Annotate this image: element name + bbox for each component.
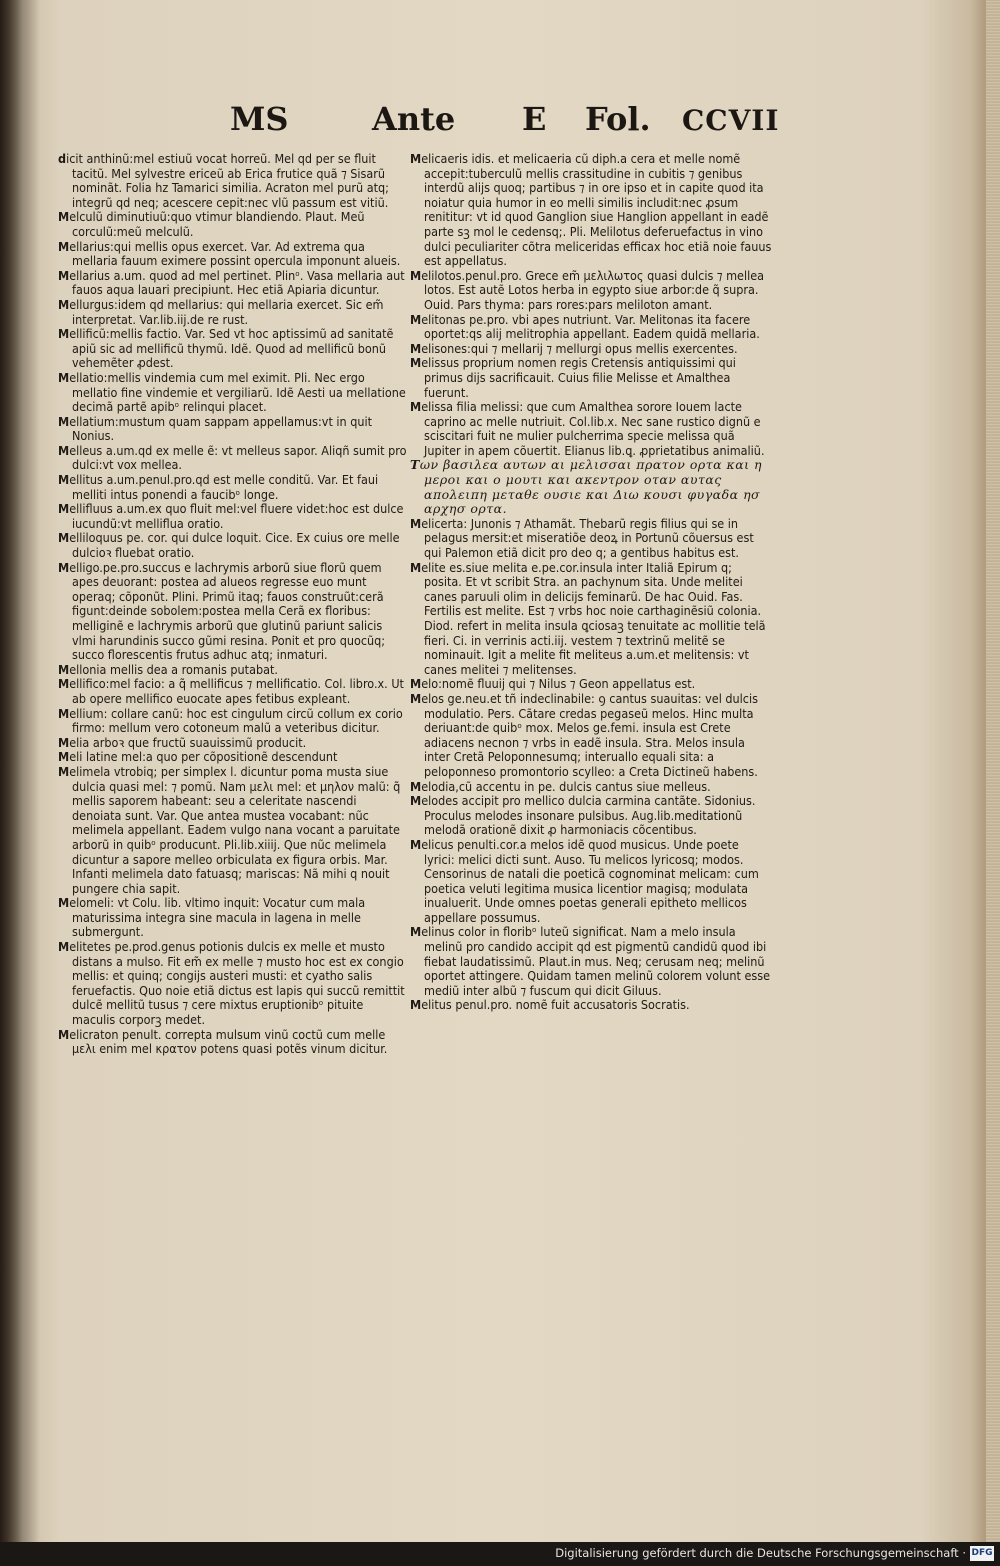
dictionary-entry: Mellatium:mustum quam sappam appellamus:vt in quit Nonius. [58,413,373,444]
dictionary-entry: Mellarius a.um. quod ad mel pertinet. Plinᵒ. Vasa mellaria aut fauos aqua lauari precipiunt. Hec etiã Apiaria dicuntur. [58,267,405,298]
folio-number: CCVII [682,104,780,137]
dictionary-entry: Melissa filia melissi: que cum Amalthea sorore Iouem lacte caprino ac melle nutriuit. Col.lib.x. Nec sane rustico dignũ e sciscitari fuit ne mulier pulcherrima specie melissa quã Jupiter in apem cõuertit. Elianus lib.ꝗ. ꝓprietatibus animaliũ. [410,399,765,458]
digitization-footer [0,1542,1000,1566]
dictionary-entry: Melisones:qui ⁊ mellarij ⁊ mellurgi opus mellis exercentes. [410,340,738,356]
dictionary-entry: Melitetes pe.prod.genus potionis dulcis ex melle et musto distans a mulso. Fit em̃ ex melle ⁊ musto hoc est ex congio mellis: et quinq; congijs austeri musti: et cyatho salis feruefactis. Quo noie etiã dictus est lapis qui succũ remittit dulcẽ mellitũ tusus ⁊ cere mixtus eruptionibᵒ pituite maculis corporꝫ medet. [58,939,405,1028]
dictionary-entry: Mellificũ:mellis factio. Var. Sed vt hoc aptissimũ ad sanitatẽ apiũ sic ad mellificũ thymũ. Idẽ. Quod ad mellificũ bonũ vehemẽter ꝓdest. [58,326,394,371]
dictionary-entry: Melitus penul.pro. nomẽ fuit accusatoris Socratis. [410,997,690,1013]
header-left: MS [230,100,289,138]
dictionary-entry: Melissus proprium nomen regis Cretensis antiquissimi qui primus dijs sacrificauit. Cuius filie Melisse et Amalthea fuerunt. [410,355,736,400]
dictionary-entry: Mellifico:mel facio: a q̃ mellificus ⁊ mellificatio. Col. libro.x. Ut ab opere mellifico euocate apes fetibus expleant. [58,676,404,706]
dictionary-entry: Mellarius:qui mellis opus exercet. Var. Ad extrema qua mellaria fauum eximere possint opercula imponunt alueis. [58,238,401,269]
dictionary-entry: Melleus a.um.qd ex melle ẽ: vt melleus sapor. Aliqñ sumit pro dulci:vt vox mellea. [58,442,407,473]
dictionary-entry: Mellonia mellis dea a romanis putabat. [58,661,278,677]
dictionary-entry: Mellatio:mellis vindemia cum mel eximit. Pli. Nec ergo mellatio fine vindemie et vergiliarũ. Idẽ Aesti ua mellatione decimã partẽ apibᵒ relinqui placet. [58,369,406,415]
dictionary-entry: Melliloquus pe. cor. qui dulce loquit. Cice. Ex cuius ore melle dulcioꝛ fluebat oratio. [58,530,400,561]
dictionary-entry: Mellifluus a.um.ex quo fluit mel:vel fluere videt:hoc est dulce iucundũ:vt melliflua oratio. [58,501,404,531]
dictionary-entry: Melitonas pe.pro. vbi apes nutriunt. Var. Melitonas ita facere oportet:qs alij melitrophia appellant. Eadem quidã mellaria. [410,311,760,342]
dictionary-entry: Mellurgus:idem qd mellarius: qui mellaria exercet. Sic em̃ interpretat. Var.lib.iij.de re rust. [58,296,384,327]
dictionary-entry: Melicerta: Junonis ⁊ Athamãt. Thebarũ regis filius qui se in pelagus mersit:et miseratiõe deoꝝ in Portunũ cõuersus est qui Palemon etiã dicit pro deo q; a gentibus habitus est. [410,515,754,561]
greek-quotation: Των βασιλεα αυτων αι μελισσαι πρατον ορτα και η μεροι και ο μουτι και ακεντρον οταν αυτας απολειπη μεταθε ουσιε και Διω κουσι φυγαδα ησ αρχησ ορτα. [410,457,763,517]
dictionary-entry: Melite es.siue melita e.pe.cor.insula inter Italiã Epirum q; posita. Et vt scribit Stra. an pachynum sita. Unde melitei canes paruuli olim in delicijs feminarũ. De hac Ouid. Fas. Fertilis est melite. Est ⁊ vrbs hoc noie carthaginẽsiũ colonia. Diod. refert in melita insula ꝗciosaꝫ tenuitate ac mollitie telã fieri. Ci. in verrinis acti.iij. vestem ⁊ textrinũ melitẽ se nominauit. Igit a melite fit meliteus a.um.et melitensis: vt canes melitei ⁊ melitenses. [410,559,766,677]
dictionary-entry: Melilotos.penul.pro. Grece em̃ μελιλωτος quasi dulcis ⁊ mellea lotos. Est autẽ Lotos herba in egypto siue arbor:de q̃ supra. Ouid. Pars thyma: pars rores:pars meliloton amant. [410,267,765,312]
dictionary-entry: Mellitus a.um.penul.pro.qd est melle conditũ. Var. Et faui melliti intus ponendi a faucibᵒ longe. [58,472,379,502]
dictionary-entry: Melimela vtrobiq; per simplex l. dicuntur poma musta siue dulcia quasi mel: ⁊ pomũ. Nam μελι mel: et μηλον malũ: q̃ mellis saporem habeant: seu a celeritate nascendi denoiata sunt. Var. Que antea mustea vocabant: nũc melimela appellant. Eadem vulgo nana vocant a paruitate arborũ in quibᵒ producunt. Pli.lib.xiiij. Que nũc melimela dicuntur a sapore melleo orbiculata ex figura orbis. Mar. Infanti melimela dato fatuasq; mariscas: Nã mihi q nouit pungere chia sapit. [58,763,401,896]
page-edge [986,0,1000,1566]
dictionary-entry: Melo:nomẽ fluuij qui ⁊ Nilus ⁊ Geon appellatus est. [410,676,696,692]
dictionary-entry: Melicaeris idis. et melicaeria cũ diph.a cera et melle nomẽ accepit:tuberculũ mellis crassitudine in cubitis ⁊ genibus interdũ alijs quoq; partibus ⁊ in ore ipso et in capite quod ita noiatur quia humor in eo melli similis includit:nec ꝓsum renititur: vt id quod Ganglion siue Hanglion appellant in eadẽ parte sꝫ mol le cedensq;. Pli. Melilotus deferuefactus in vino dulci peculiariter cõtra meliceridas efficax hoc etiã noie fauus est appellatus. [410,151,772,269]
dictionary-entry: Melculũ diminutiuũ:quo vtimur blandiendo. Plaut. Meũ corculũ:meũ melculũ. [58,209,365,239]
binding-shadow [0,0,40,1566]
dfg-logo: DFG [970,1546,994,1561]
dictionary-entry: Melos ge.neu.et tñ indeclinabile: ꝯ cantus suauitas: vel dulcis modulatio. Pers. Cãtare credas pegaseũ melos. Hinc multa deriuant:de quibᵒ mox. Melos ge.femi. insula est Crete adiacens necnon ⁊ vrbs in eadẽ insula. Stra. Melos insula inter Cretã Peloponnesumq; interuallo equali sita: a peloponneso promontorio scylleo: a Creta Dictineũ habens. [410,690,758,779]
dictionary-entry: Melodes accipit pro mellico dulcia carmina cantãte. Sidonius. Proculus melodes insonare pulsibus. Aug.lib.meditationũ melodã orationẽ dixit ꝓ harmoniacis cõcentibus. [410,793,756,838]
funding-credit: Digitalisierung gefördert durch die Deutsche Forschungsgemeinschaft · [555,1546,966,1560]
dictionary-entry: Melicraton penult. correpta mulsum vinũ coctũ cum melle μελι enim mel κρατον potens quasi potẽs vinum dicitur. [58,1026,388,1057]
right-column [410,152,772,1013]
dictionary-entry: Melomeli: vt Colu. lib. vltimo inquit: Vocatur cum mala maturissima integra sine macula in lagena in melle submergunt. [58,895,366,940]
dictionary-entry: dicit anthinũ:mel estiuũ vocat horreũ. Mel qd per se fluit tacitũ. Mel sylvestre ericeũ ab Erica frutice quã ⁊ Sisarũ nominãt. Folia hz Tamarici similia. Acraton mel purũ atq; integrũ qd neq; acescere cepit:nec vlũ passum est vitiũ. [58,151,389,210]
dictionary-entry: Mellium: collare canũ: hoc est cingulum circũ collum ex corio firmo: mellum vero cotoneum malũ a veteribus dicitur. [58,705,403,736]
dictionary-entry: Melligo.pe.pro.succus e lachrymis arborũ siue florũ quem apes deuorant: postea ad alueos regresse euo munt operaq; cõponũt. Plini. Primũ itaq; fauos construũt:cerã figunt:deinde sobolem:postea mella Cerã ex floribus: melliginẽ e lachrymis arborũ que glutinũ pariunt salicis vlmi harundinis succo gũmi resina. Ponit et pro quocũq; succo florescentis frutus adhuc atq; inmaturi. [58,559,386,663]
dictionary-entry: Melicus penulti.cor.a melos idẽ quod musicus. Unde poete lyrici: melici dicti sunt. Auso. Tu melicos lyricosq; modos. Censorinus de natali die poeticã cognominat melicam: cum poetica veluti legitima musica licentior magisq; modulata inualuerit. Unde omnes poetas generali epitheto mellicos appellare possumus. [410,836,759,925]
header-fol: Fol. [585,100,651,138]
left-column [58,152,408,1057]
dictionary-entry: Meli latine mel:a quo per cõpositionẽ descendunt [58,749,338,765]
running-header [230,100,790,144]
dictionary-entry: Melia arboꝛ que fructũ suauissimũ producit. [58,734,307,750]
dictionary-entry: Melodia,cũ accentu in pe. dulcis cantus siue melleus. [410,778,711,794]
header-letter: E [522,100,547,138]
dictionary-entry: Melinus color in floribᵒ luteũ significat. Nam a melo insula melinũ pro candido accipit qd est pigmentũ candidũ quod ibi fiebat laudatissimũ. Plaut.in mus. Neq; cerusam neq; melinũ oportet attingere. Quidam tamen melinũ colorem volunt esse mediũ inter albũ ⁊ fuscum qui dicit Giluus. [410,924,771,998]
header-middle: Ante [372,100,456,138]
